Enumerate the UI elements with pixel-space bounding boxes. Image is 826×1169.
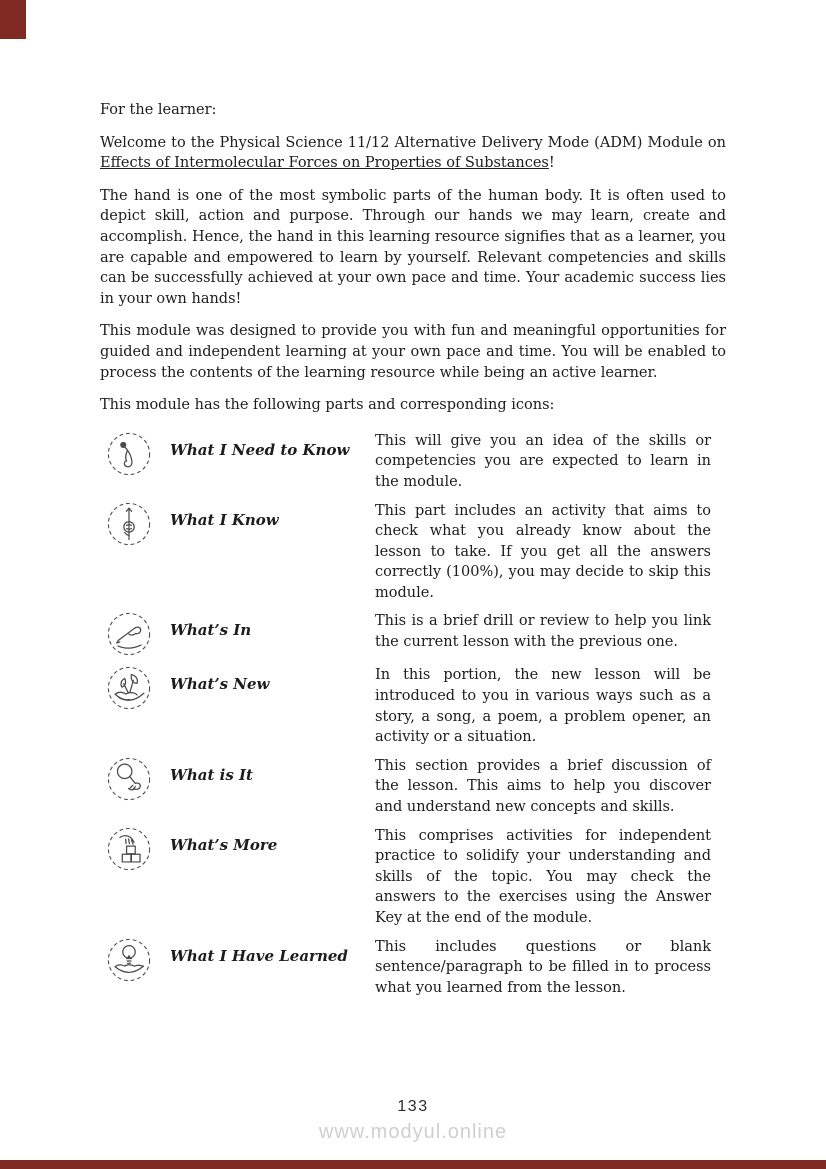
welcome-paragraph (100, 133, 726, 174)
page-number: 133 (397, 1098, 429, 1115)
part-description: This will give you an idea of the skills or competencies you are expected to learn in the module. (375, 432, 711, 490)
part-label: What’s More (170, 835, 278, 854)
hand-pointing-icon (106, 431, 152, 477)
watermark-text: www.modyul.online (318, 1121, 508, 1143)
welcome-exclamation: ! (548, 155, 555, 172)
part-label: What’s New (170, 675, 270, 694)
part-label: What I Need to Know (170, 440, 350, 459)
module-parts-table (106, 431, 726, 999)
module-design-paragraph: This module was designed to provide you with fun and meaningful opportunities for guided and independent learning at your own pace and time. You will be enabled to process the contents of the learning resource while being an active learner. (100, 323, 726, 381)
table-row (106, 826, 726, 929)
welcome-text: Welcome to the Physical Science 11/12 Alternative Delivery Mode (ADM) Module on (100, 134, 726, 151)
part-label: What I Have Learned (170, 946, 348, 965)
part-label: What is It (170, 765, 253, 784)
table-row (106, 937, 726, 999)
part-label: What I Know (170, 510, 279, 529)
page-edge-accent-mark (0, 0, 26, 39)
footer-accent-bar (0, 1160, 826, 1169)
module-title: Effects of Intermolecular Forces on Properties of Substances (100, 155, 549, 172)
hand-symbolism-paragraph: The hand is one of the most symbolic parts of the human body. It is often used to depict skill, action and purpose. Through our hands we may learn, create and accomplish. Hence, the hand in this learning resource signifies that as a learner, you are capable and empowered to learn by yourself. Relevant competencies and skills can be successfully achieved at your own pace and time. Your academic success lies in your own hands! (100, 187, 726, 307)
table-row (106, 501, 726, 604)
part-description: This comprises activities for independent practice to solidify your understanding and skills of the topic. You may check the answers to the exercises using the Answer Key at the end of the module. (375, 827, 711, 926)
hand-stacking-blocks-icon (106, 826, 152, 872)
salutation: For the learner: (100, 102, 217, 118)
table-row (106, 756, 726, 818)
part-description: This includes questions or blank sentence/paragraph to be filled in to process what you learned from the lesson. (375, 938, 711, 996)
hand-lightbulb-icon (106, 937, 152, 983)
hand-holding-pen-icon (106, 501, 152, 547)
hand-magnifier-icon (106, 756, 152, 802)
part-label: What’s In (170, 621, 252, 640)
part-description: This part includes an activity that aims to check what you already know about the lesson to take. If you get all the answers correctly (100%), you may decide to skip this module. (375, 502, 711, 601)
table-row (106, 611, 726, 657)
part-description: This is a brief drill or review to help you link the current lesson with the previous one. (375, 613, 711, 651)
part-description: In this portion, the new lesson will be introduced to you in various ways such as a story, a song, a poem, a problem opener, an activity or a situation. (375, 667, 711, 746)
hand-writing-icon (106, 611, 152, 657)
part-description: This section provides a brief discussion of the lesson. This aims to help you discover and understand new concepts and skills. (375, 757, 711, 816)
table-row (106, 665, 726, 747)
parts-lead-sentence: This module has the following parts and corresponding icons: (100, 397, 555, 414)
table-row (106, 431, 726, 493)
hand-with-leaf-icon (106, 665, 152, 711)
